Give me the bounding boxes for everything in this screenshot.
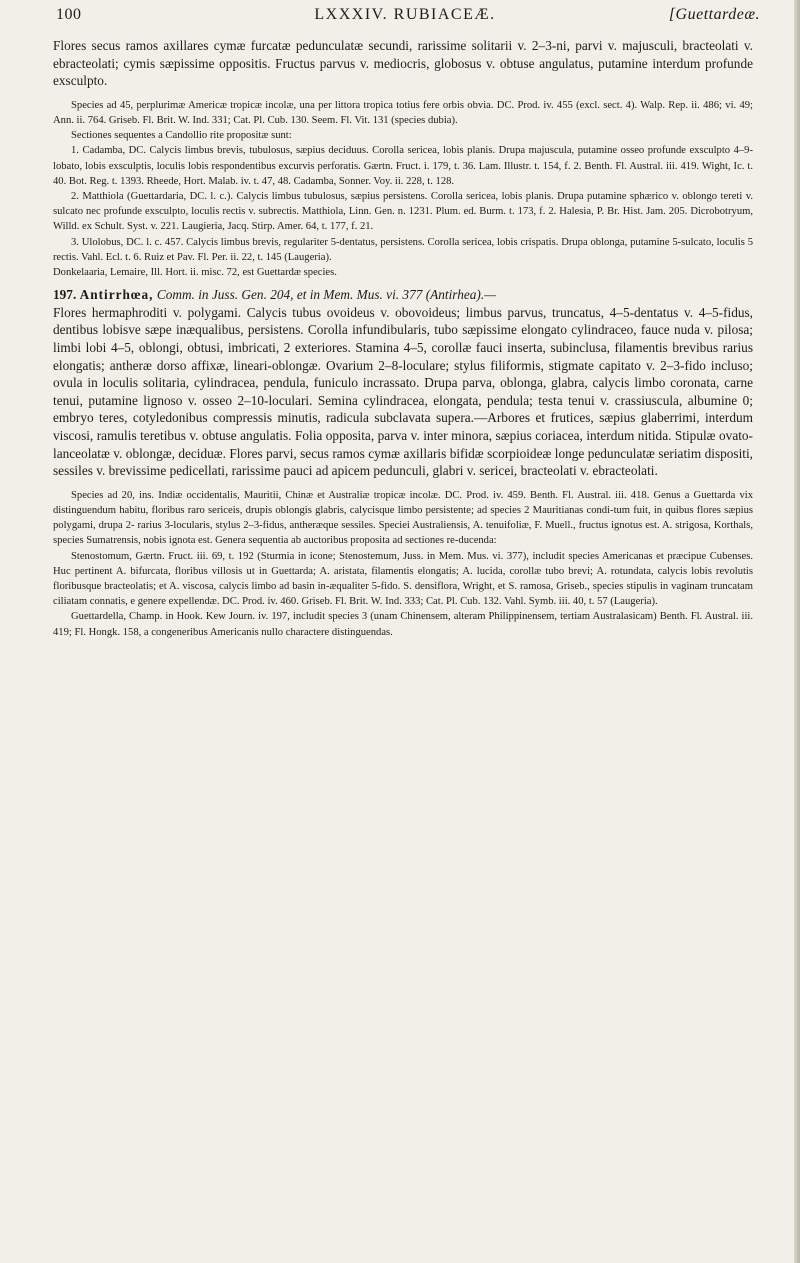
page-header [50,6,760,30]
family-title: LXXXIV. RUBIACEÆ. [314,6,496,23]
genus-number: 197. [53,287,77,303]
paragraph-section-ulolobus: 3. Ulolobus, DC. l. c. 457. Calycis limbus brevis, regulariter 5-dentatus, persistens. Corolla sericea, lobis crispatis. Drupa oblonga, putamine 5-sulcato, loculis 5 rectis. Vahl. Ecl. t. 6. Ruiz et Pav. Fl. Per. ii. 22, t. 145 (Laugeria). [53,236,753,263]
paragraph-section-cadamba: 1. Cadamba, DC. Calycis limbus brevis, tubulosus, sæpius deciduus. Corolla sericea, lobis planis. Drupa majuscula, putamine osseo profunde exsculpto 4–9-lobato, lobis exsculptis, loculis lobis respondentibus excurvis perforatis. Gærtn. Fruct. i. 179, t. 36. Lam. Illustr. t. 154, f. 2. Benth. Fl. Austral. iii. 419. Wight, Ic. t. 40. Bot. Reg. t. 1393. Rheede, Hort. Malab. iv. t. 47, 48. Cadamba, Sonner. Voy. ii. 228, t. 128. [53,145,753,187]
body-text [53,37,753,640]
paragraph-genus-description: Flores hermaphroditi v. polygami. Calycis tubus ovoideus v. obovoideus; limbus parvus, truncatus, 4–5-dentatus v. 4–5-fidus, dentibus lobisve sæpe inæqualibus, persistens. Corolla infundibularis, tubo sæpissime elongato cylindraceo, fauce nuda v. pilosa; limbi lobi 4–5, oblongi, obtusi, imbricati, 2 exteriores. Stamina 4–5, corollæ fauci inserta, subinclusa, filamentis brevibus rarius elongatis; antheræ dorso affixæ, lineari-oblongæ. Ovarium 2–8-loculare; stylus filiformis, stigmate capitato v. 2–3-fido incluso; ovula in loculis solitaria, cylindracea, pendula, funiculo incrassato. Drupa parva, oblonga, glabra, calycis limbo coronata, carne tenui, putamine lignoso v. osseo 2–10-loculari. Semina cylindracea, elongata, pendula; testa tenui v. crassiuscula, albumine 0; embryo teres, cotyledonibus compressis minutis, radicula subclavata supera.—Arbores et frutices, sæpius glaberrimi, interdum viscosi, ramulis teretibus v. obtuse angulatis. Folia opposita, parva v. inter minora, sæpius coriacea, interdum nitida. Stipulæ ovato-lanceolatæ v. oblongæ, deciduæ. Flores parvi, secus ramos cymæ axillaris bifidæ scorpioideæ longe pedunculatæ seriatim dispositi, sessiles v. brevissime pedicellati, rarissime pauci ad apicem pedunculi, glabri v. sericei, bracteolati v. ebracteolati. [53,304,753,479]
paragraph-stenostomum: Stenostomum, Gærtn. Fruct. iii. 69, t. 192 (Sturmia in icone; Stenostemum, Juss. in Mem. Mus. vi. 377), includit species Americanas et præcipue Cubenses. Huc pertinent A. bifurcata, floribus villosis ut in Guettarda; A. aristata, filamentis elongatis; A. lucida, corollæ tubo brevi; A. rotundata, calycis lobis revolutis floribusque bracteolatis; et A. viscosa, calycis limbo ad basin in-æqualiter 5-fido. S. densiflora, Wright, et S. ramosa, Griseb., species stipulis in vaginam truncatam ciliatam connatis, e genere expellendæ. DC. Prod. iv. 460. Griseb. Fl. Brit. W. Ind. 333; Cat. Pl. Cub. 132. Vahl. Symb. iii. 40, t. 57 (Laugeria). [53,550,753,608]
genus-heading [53,286,753,304]
paragraph-section-matthiola: 2. Matthiola (Guettardaria, DC. l. c.). Calycis limbus tubulosus, sæpius persistens. Corolla sericea, lobis planis. Drupa putamine sphærico v. oblongo tereti v. sulcato nec profunde exsculpto, loculis rectis v. subrectis. Matthiola, Linn. Gen. n. 1231. Plum. ed. Burm. t. 173, f. 2. Halesia, P. Br. Hist. Jam. 205. Dicrobotryum, Willd. ex Schult. Syst. v. 221. Laugieria, Jacq. Stirp. Amer. 64, t. 177, f. 21. [53,191,753,233]
genus-name: Antirrhœa, [79,287,154,303]
paragraph-genus-species: Species ad 20, ins. Indiæ occidentalis, Mauritii, Chinæ et Australiæ tropicæ incolæ. DC. Prod. iv. 459. Benth. Fl. Austral. iii. 418. Genus a Guettarda vix distinguendum habitu, floribus raro sericeis, drupis oblongis glabris, calycisque limbo persistente; ad species 2 Mauritianas condi-tum fuit, in quibus flores sæpius polygami, drupa 2- rarius 3-locularis, stylus 2–3-fidus, antheræque sessiles. Speciei Australiensis, A. tenuifoliæ, F. Muell., fructus ignotus est. A. strigosa, Korthals, species Sumatrensis, nobis ignota est. Genera sequentia ab auctoribus proposita ad sectiones re-ducenda: [53,489,753,547]
paragraph-flowers: Flores secus ramos axillares cymæ furcatæ pedunculatæ secundi, rarissime solitarii v. 2–3-ni, parvi v. majusculi, bracteolati v. ebracteolati; cymis sæpissime oppositis. Fructus parvus v. mediocris, globosus v. obtuse angulatus, putamine interdum profunde exsculpto. [53,38,753,89]
paragraph-sections-intro: Sectiones sequentes a Candollio rite propositæ sunt: [71,130,292,142]
page-edge-shadow [794,0,800,1263]
page-number: 100 [56,6,82,23]
genus-reference: Comm. in Juss. Gen. 204, et in Mem. Mus. vi. 377 (Antirhea).— [153,287,496,303]
paragraph-guettardella: Guettardella, Champ. in Hook. Kew Journ. iv. 197, includit species 3 (unam Chinensem, alteram Philippinensem, tertiam Australasicam) Benth. Fl. Austral. iii. 419; Fl. Hongk. 158, a congeneribus Americanis nullo charactere distinguendas. [53,611,753,638]
paragraph-donkelaaria: Donkelaaria, Lemaire, Ill. Hort. ii. misc. 72, est Guettardæ species. [53,267,337,279]
paragraph-species: Species ad 45, perplurimæ Americæ tropicæ incolæ, una per littora tropica totius fere orbis obvia. DC. Prod. iv. 455 (excl. sect. 4). Walp. Rep. ii. 486; vi. 49; Ann. ii. 764. Griseb. Fl. Brit. W. Ind. 331; Cat. Pl. Cub. 130. Seem. Fl. Vit. 131 (species dubia). [53,99,753,126]
running-head: [Guettardeæ. [668,6,760,23]
